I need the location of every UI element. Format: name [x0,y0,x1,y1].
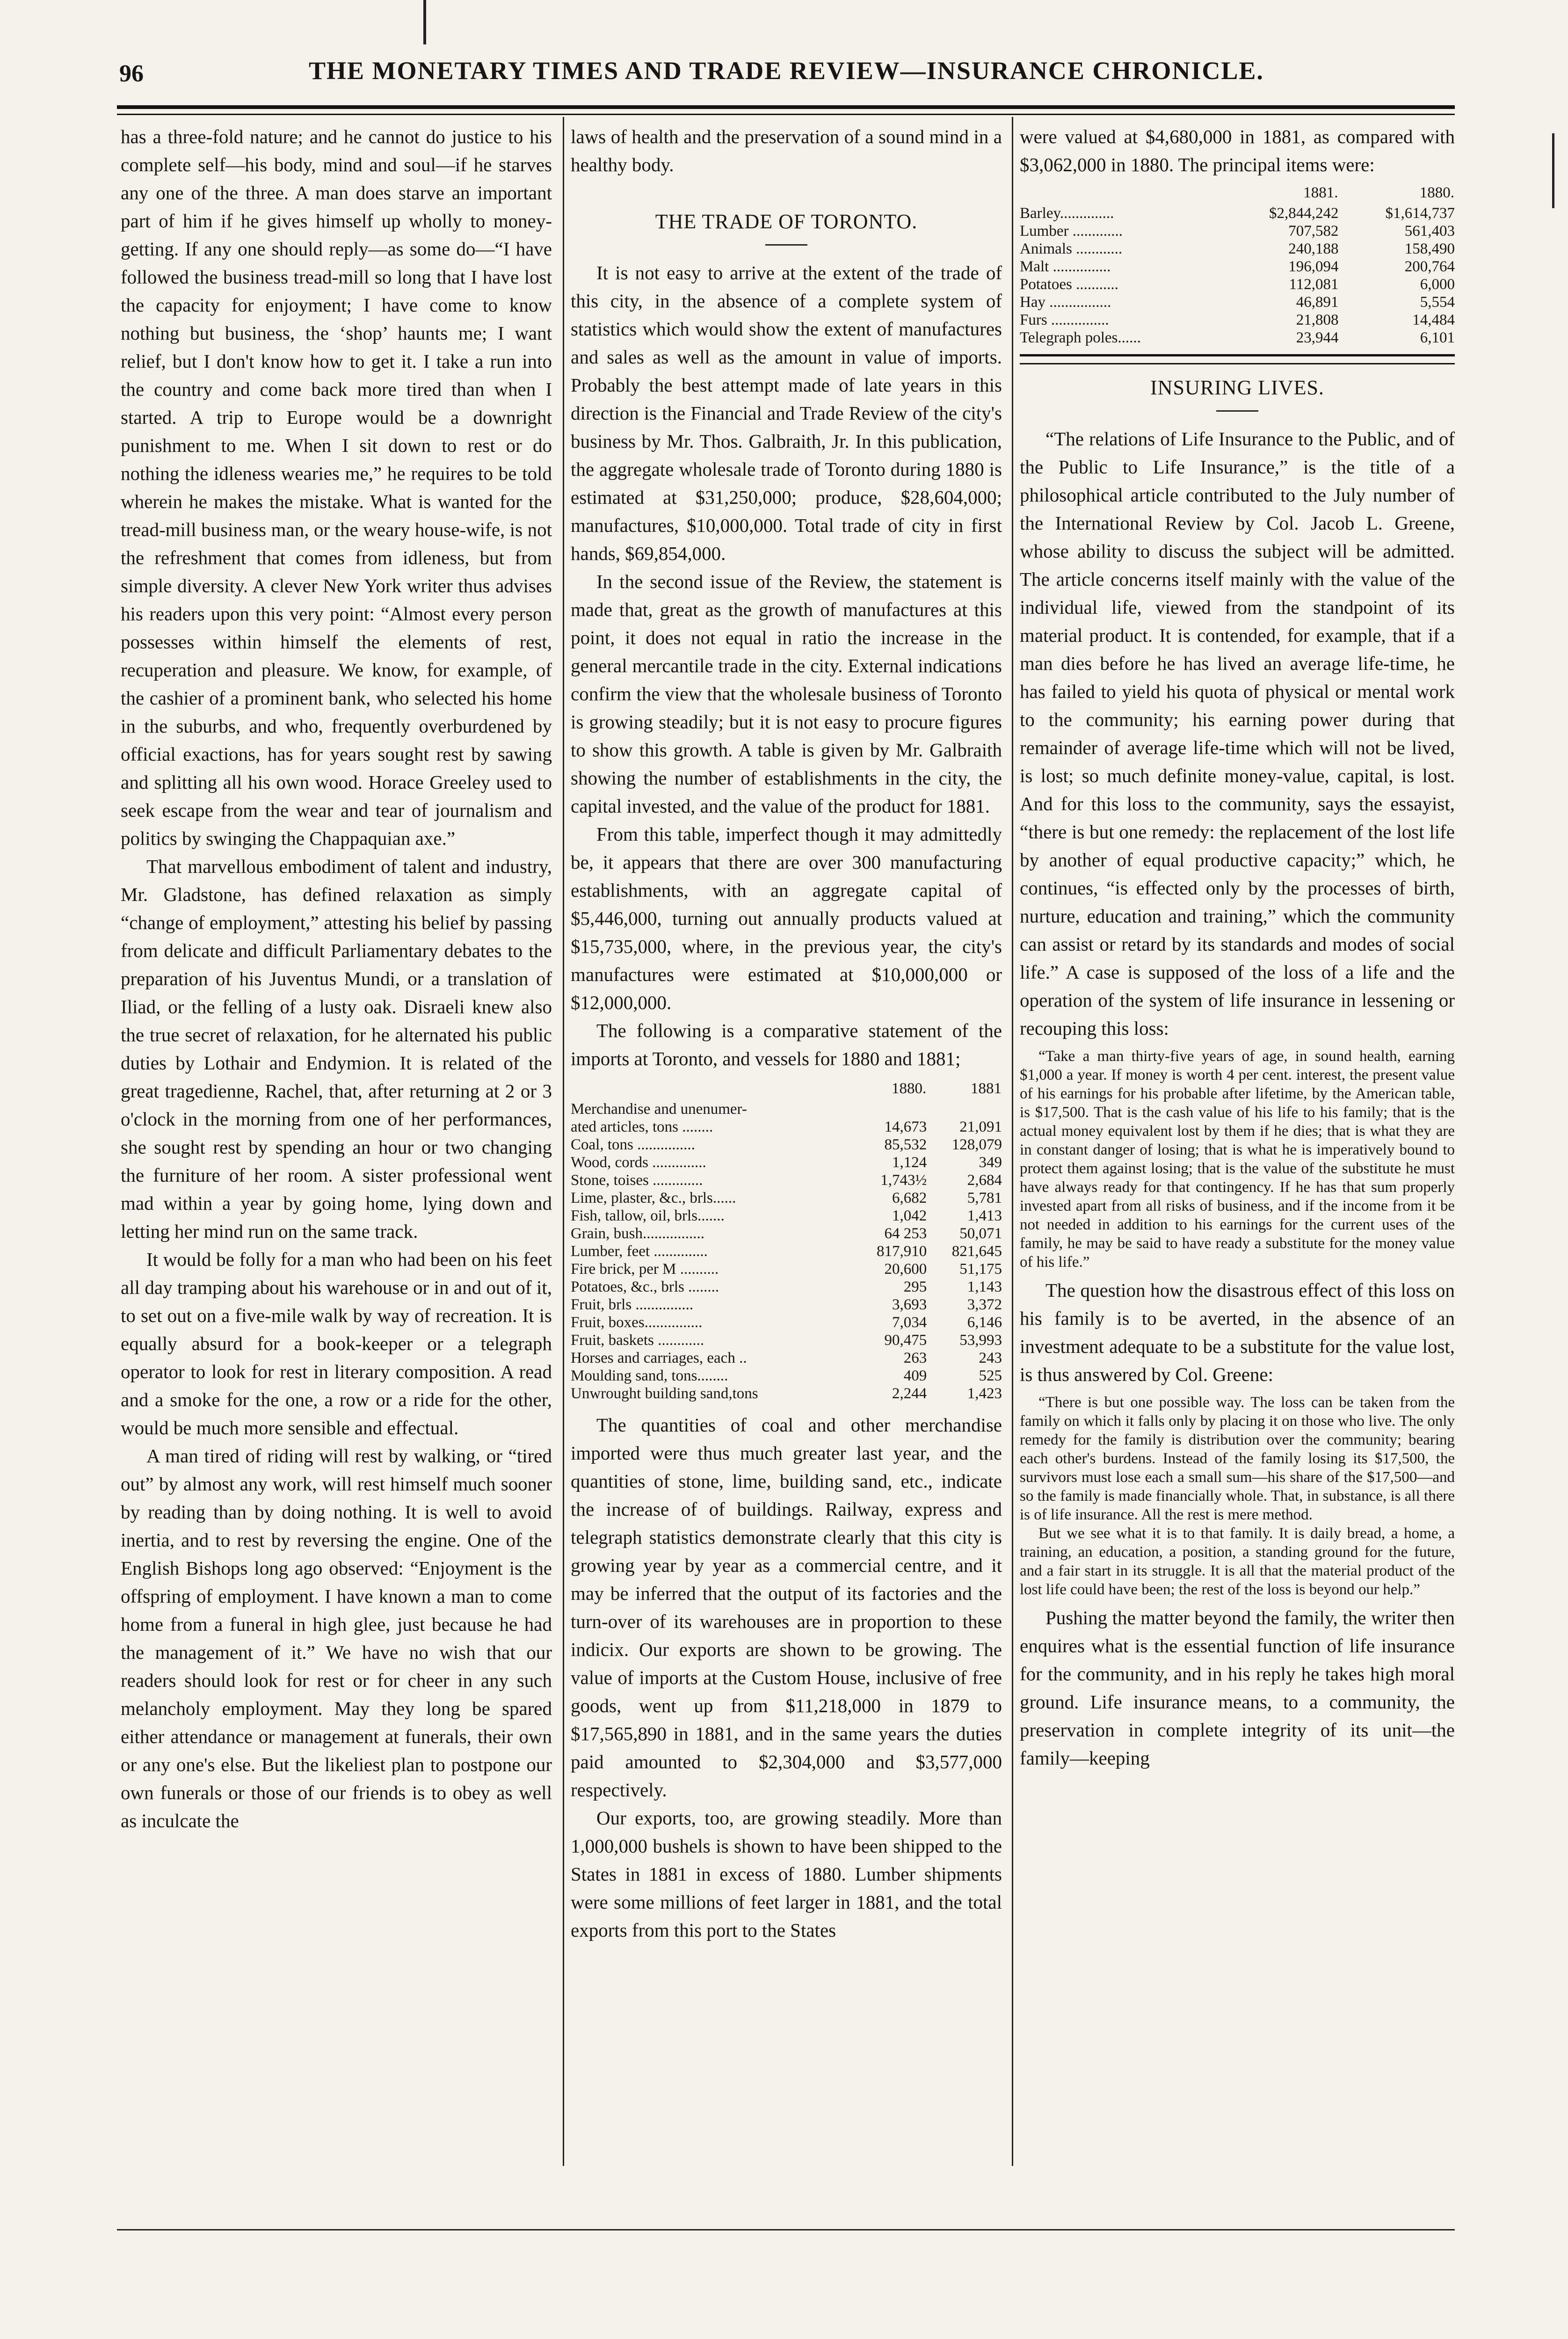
exports-value: 6,000 [1420,276,1455,293]
exports-item-label: Malt ............... [1020,258,1111,275]
imports-value: 2,684 [967,1172,1002,1189]
imports-value: 53,993 [959,1332,1002,1349]
imports-item-label: Wood, cords .............. [571,1154,706,1171]
imports-item-label: Grain, bush................ [571,1225,704,1242]
exports-table [1020,183,1455,347]
imports-row [571,1278,1002,1296]
column-middle [571,123,1002,1944]
imports-header-cell: 1880. [891,1080,927,1097]
imports-value: 3,372 [967,1296,1002,1313]
exports-header-cell: 1880. [1419,184,1454,201]
column-left [121,123,552,1835]
imports-value: 50,071 [959,1225,1002,1242]
imports-value: 409 [903,1367,927,1384]
exports-value: 5,554 [1420,294,1455,311]
imports-value: 295 [903,1278,927,1295]
exports-row [1020,293,1455,311]
imports-header-cell: 1881 [971,1080,1002,1097]
imports-item-label: ated articles, tons ........ [571,1119,713,1135]
imports-value: 1,143 [967,1278,1002,1295]
imports-value: 1,124 [892,1154,927,1171]
imports-value: 525 [979,1367,1002,1384]
imports-row [571,1136,1002,1154]
exports-value: 561,403 [1404,223,1455,240]
imports-row [571,1118,1002,1136]
bottom-rule [117,2229,1455,2230]
exports-value: 46,891 [1296,294,1339,311]
column-rule-2 [1012,117,1013,2166]
exports-double-rule [1020,354,1455,364]
exports-item-label: Hay ................ [1020,294,1111,311]
page-header-title: THE MONETARY TIMES AND TRADE REVIEW—INSURANCE CHRONICLE. [309,57,1264,85]
imports-row [571,1242,1002,1260]
header-rule-thick [117,105,1455,109]
imports-item-label: Coal, tons ............... [571,1136,695,1153]
imports-row [571,1171,1002,1189]
quote-block-1 [1020,1047,1455,1271]
imports-item-label: Fish, tallow, oil, brls....... [571,1207,725,1224]
column-rule-1 [563,117,564,2166]
imports-item-label: Merchandise and unenumer- [571,1101,747,1118]
imports-value: 821,645 [951,1243,1002,1260]
imports-item-label: Lumber, feet .............. [571,1243,708,1260]
imports-value: 14,673 [884,1119,927,1135]
imports-value: 21,091 [959,1119,1002,1135]
imports-row [571,1100,1002,1118]
imports-value: 5,781 [967,1190,1002,1206]
imports-value: 51,175 [959,1261,1002,1278]
quote-2a: “There is but one possible way. The loss can be taken from the family on which it falls only by placing it on those who live. The only remedy for the family is distribution over the community; bearing each other's burdens. Instead of the family losing its $17,500, the survivors must lose each a small sum—his share of the $17,500—and so the family is made financially whole. That, in substance, is all there is of life insurance. All the rest is mere method. [1020,1394,1455,1523]
imports-item-label: Horses and carriages, each .. [571,1350,747,1366]
exports-row [1020,204,1455,222]
quote-1: “Take a man thirty-five years of age, in sound health, earning $1,000 a year. If money is worth 4 per cent. interest, the present value of his earnings for his probable after lifetime, by the American table, is $17,500. That is the cash value of his life to his family; that is the actual money equivalent lost by them if he dies; that is what they are in constant danger of losing; that is what he is imperatively bound to protect them against losing; that is the value of the substitute he must have always ready for that contingency. If he has that sum properly invested apart from all risks of business, and if the income from it be not needed in addition to his earnings for the current uses of the family, he may be said to have ready a substitute for the money value of his life.” [1020,1048,1455,1271]
imports-value: 64 253 [884,1225,927,1242]
imports-value: 6,682 [892,1190,927,1206]
col2-paragraph-4: The following is a comparative statement of the imports at Toronto, and vessels for 1880 and 1881; [571,1020,1002,1069]
exports-item-label: Lumber ............. [1020,223,1123,240]
imports-value: 90,475 [884,1332,927,1349]
exports-header-row [1020,183,1455,204]
imports-value: 20,600 [884,1261,927,1278]
imports-table [571,1079,1002,1402]
col3-paragraph-2: The question how the disastrous effect of this loss on his family is to be averted, in the absence of an investment adequate to be a substitute for the value lost, is thus answered by Col. Greene: [1020,1279,1455,1385]
imports-value: 1,413 [967,1207,1002,1224]
exports-header-cell: 1881. [1303,184,1338,201]
imports-value: 1,042 [892,1207,927,1224]
imports-value: 2,244 [892,1385,927,1402]
imports-row [571,1154,1002,1171]
exports-value: 196,094 [1288,258,1339,275]
col2-intro: laws of health and the preservation of a sound mind in a healthy body. [571,126,1002,175]
column-right [1020,123,1455,1772]
imports-row [571,1189,1002,1207]
imports-row [571,1314,1002,1331]
exports-item-label: Potatoes ........... [1020,276,1118,293]
col2-paragraph-6: Our exports, too, are growing steadily. More than 1,000,000 bushels is shown to have been shipped to the States in 1881 in excess of 1880. Lumber shipments were some millions of feet larger in 1881, and the total exports from this port to the States [571,1807,1002,1941]
exports-value: 14,484 [1412,312,1455,328]
imports-value: 817,910 [876,1243,927,1260]
imports-item-label: Unwrought building sand,tons [571,1385,758,1402]
exports-value: 200,764 [1404,258,1455,275]
exports-header-cell [1020,183,1222,204]
exports-value: $2,844,242 [1269,205,1339,222]
exports-item-label: Telegraph poles...... [1020,329,1141,346]
imports-value: 1,423 [967,1385,1002,1402]
exports-value: 6,101 [1420,329,1455,346]
imports-header-row [571,1079,1002,1100]
imports-value: 128,079 [951,1136,1002,1153]
imports-value: 85,532 [884,1136,927,1153]
exports-item-label: Animals ............ [1020,240,1123,257]
imports-row [571,1296,1002,1314]
imports-value [927,1100,1002,1118]
col2-paragraph-1: It is not easy to arrive at the extent of the trade of this city, in the absence of a complete system of statistics which would show the extent of manufactures and sales as well as the amount in value of imports. Probably the best attempt made of late years in this direction is the Financial and Trade Review of the city's business by Mr. Thos. Galbraith, Jr. In this publication, the aggregate wholesale trade of Toronto during 1880 is estimated at $31,250,000; produce, $28,604,000; manufactures, $10,000,000. Total trade of city in first hands, $69,854,000. [571,262,1002,564]
exports-value: 23,944 [1296,329,1339,346]
exports-row [1020,258,1455,276]
col2-paragraph-3: From this table, imperfect though it may admittedly be, it appears that there are over 300 manufacturing establishments, with an aggregate capital of $5,446,000, turning out annually products valued at $15,735,000, where, in the previous year, the city's manufactures were estimated at $10,000,000 or $12,000,000. [571,823,1002,1013]
exports-value: 707,582 [1288,223,1339,240]
margin-mark-left [423,0,426,44]
exports-row [1020,311,1455,329]
exports-item-label: Barley.............. [1020,205,1114,222]
imports-value: 6,146 [967,1314,1002,1331]
exports-item-label: Furs ............... [1020,312,1109,328]
col1-paragraph-3: It would be folly for a man who had been on his feet all day tramping about his warehouse or in and out of it, to set out on a five-mile walk by way of recreation. It is equally absurd for a book-keeper or a telegraph operator to look for rest in literary composition. A read and a smoke for the one, a row or a ride for the other, would be much more sensible and effectual. [121,1249,552,1438]
header-rule-thin [117,114,1455,115]
insuring-lives-heading: INSURING LIVES. [1150,376,1324,399]
imports-item-label: Fire brick, per M .......... [571,1261,719,1278]
exports-value: $1,614,737 [1385,205,1455,222]
page-number: 96 [119,60,144,87]
imports-row [571,1385,1002,1402]
imports-item-label: Fruit, baskets ............ [571,1332,704,1349]
imports-row [571,1349,1002,1367]
col2-paragraph-5: The quantities of coal and other merchandise imported were thus much greater last year, and the quantities of stone, lime, building sand, etc., indicate the increase of of buildings. Railway, express and telegraph statistics demonstrate clearly that this city is growing year by year as a commercial centre, and it may be inferred that the output of its factories and the turn-over of its warehouses are in proportion to these indicix. Our exports are shown to be growing. The value of imports at the Custom House, inclusive of free goods, went up from $11,218,000 in 1879 to $17,565,890 in 1881, and in the same years the duties paid amounted to $2,304,000 and $3,577,000 respectively. [571,1414,1002,1801]
quote-2b: But we see what it is to that family. It is daily bread, a home, a training, an education, a position, a standing ground for the future, and a fair start in its struggle. It is all that the material product of the lost life could have been; the rest of the loss is beyond our help.” [1020,1525,1455,1598]
exports-row [1020,276,1455,293]
imports-value [851,1100,927,1118]
col3-intro: were valued at $4,680,000 in 1881, as compared with $3,062,000 in 1880. The principal items were: [1020,126,1455,175]
col1-paragraph-1: has a three-fold nature; and he cannot do justice to his complete self—his body, mind and soul—if he starves any one of the three. A man does starve an important part of him if he gives himself up wholly to money-getting. If any one should reply—as some do—“I have followed the business tread-mill so long that I have lost the capacity for enjoyment; I have come to know nothing but business, the ‘shop’ haunts me; I want relief, but I don't know how to get it. I take a run into the country and come back more tired than when I started. A trip to Europe would be a downright punishment to me. When I sit down to rest or do nothing the idleness wearies me,” he requires to be told wherein he makes the mistake. What is wanted for the tread-mill business man, or the weary house-wife, is not the refreshment that comes from idleness, but from simple diversity. A clever New York writer thus advises his readers upon this very point: “Almost every person possesses within himself the elements of rest, recuperation and pleasure. We know, for example, of the cashier of a prominent bank, who selected his home in the suburbs, and who, frequently overburdened by official exactions, has for years sought rest by sawing and splitting all his own wood. Horace Greeley used to seek escape from the wear and tear of journalism and politics by swinging the Chappaquian axe.” [121,126,552,849]
imports-row [571,1367,1002,1385]
imports-value: 349 [979,1154,1002,1171]
imports-value: 243 [979,1350,1002,1366]
imports-value: 1,743½ [880,1172,927,1189]
imports-header-cell [571,1079,851,1100]
imports-row [571,1260,1002,1278]
col3-paragraph-1: “The relations of Life Insurance to the Public, and of the Public to Life Insurance,” is the title of a philosophical article contributed to the July number of the International Review by Col. Jacob L. Greene, whose ability to discuss the subject will be admitted. The article concerns itself mainly with the value of the individual life, viewed from the standpoint of its material product. It is contended, for example, that if a man dies before he has lived an average life-time, he has failed to yield his quota of physical or mental work to the community; his earning power during that remainder of average life-time which will not be lived, is lost; so much definite money-value, capital, is lost. And for this loss to the community, says the essayist, “there is but one remedy: the replacement of the lost life by another of equal productive capacity;” which, he continues, “is effected only by the processes of birth, nurture, education and training,” which the community can assist or retard by its standards and modes of social life.” A case is supposed of the loss of a life and the operation of the system of life insurance in lessening or recouping this loss: [1020,428,1455,1039]
imports-item-label: Fruit, brls ............... [571,1296,694,1313]
imports-item-label: Potatoes, &c., brls ........ [571,1278,719,1295]
heading-short-rule [765,244,807,246]
margin-mark-right [1552,133,1554,208]
imports-item-label: Stone, toises ............. [571,1172,703,1189]
imports-value: 7,034 [892,1314,927,1331]
imports-item-label: Lime, plaster, &c., brls...... [571,1190,736,1206]
imports-value: 263 [903,1350,927,1366]
col1-paragraph-2: That marvellous embodiment of talent and industry, Mr. Gladstone, has defined relaxation as simply “change of employment,” attesting his belief by passing from delicate and difficult Parliamentary debates to the preparation of his Juventus Mundi, or a translation of Iliad, or the felling of a lusty oak. Disraeli knew also the true secret of relaxation, for he alternated his public duties by Lothair and Endymion. It is related of the great tragedienne, Rachel, that, after returning at 2 or 3 o'clock in the morning from one of her performances, she sought rest by spending an hour or two changing the furniture of her room. A sister professional went mad within a year by going home, lying down and letting her mind run on the same track. [121,856,552,1242]
imports-item-label: Moulding sand, tons........ [571,1367,728,1384]
trade-of-toronto-heading: THE TRADE OF TORONTO. [655,210,918,233]
imports-row [571,1331,1002,1349]
imports-item-label: Fruit, boxes............... [571,1314,703,1331]
col3-paragraph-3: Pushing the matter beyond the family, the writer then enquires what is the essential function of life insurance for the community, and in his reply he takes high moral ground. Life insurance means, to a community, the preservation in complete integrity of its unit—the family—keeping [1020,1607,1455,1769]
exports-row [1020,222,1455,240]
heading-short-rule [1216,410,1258,412]
imports-value: 3,693 [892,1296,927,1313]
exports-value: 240,188 [1288,240,1339,257]
exports-value: 158,490 [1404,240,1455,257]
exports-value: 21,808 [1296,312,1339,328]
imports-row [571,1225,1002,1242]
imports-row [571,1207,1002,1225]
col2-paragraph-2: In the second issue of the Review, the statement is made that, great as the growth of manufactures at this point, it does not equal in ratio the increase in the general mercantile trade in the city. External indications confirm the view that the wholesale business of Toronto is growing steadily; but it is not easy to procure figures to show this growth. A table is given by Mr. Galbraith showing the number of establishments in the city, the capital invested, and the value of the product for 1881. [571,571,1002,817]
exports-row [1020,329,1455,347]
col1-paragraph-4: A man tired of riding will rest by walking, or “tired out” by almost any work, will rest himself much sooner by reading than by doing nothing. It is well to avoid inertia, and to rest by reversing the engine. One of the English Bishops long ago observed: “Enjoyment is the offspring of employment. I have known a man to come home from a funeral in high glee, just because he had the management of it.” We have no wish that our readers should look for rest or for cheer in any such melancholy employment. May they long be spared either attendance or management at funerals, their own or any one's else. But the likeliest plan to postpone our own funerals or those of our friends is to obey as well as inculcate the [121,1445,552,1831]
exports-value: 112,081 [1289,276,1339,293]
quote-block-2 [1020,1393,1455,1599]
exports-row [1020,240,1455,258]
